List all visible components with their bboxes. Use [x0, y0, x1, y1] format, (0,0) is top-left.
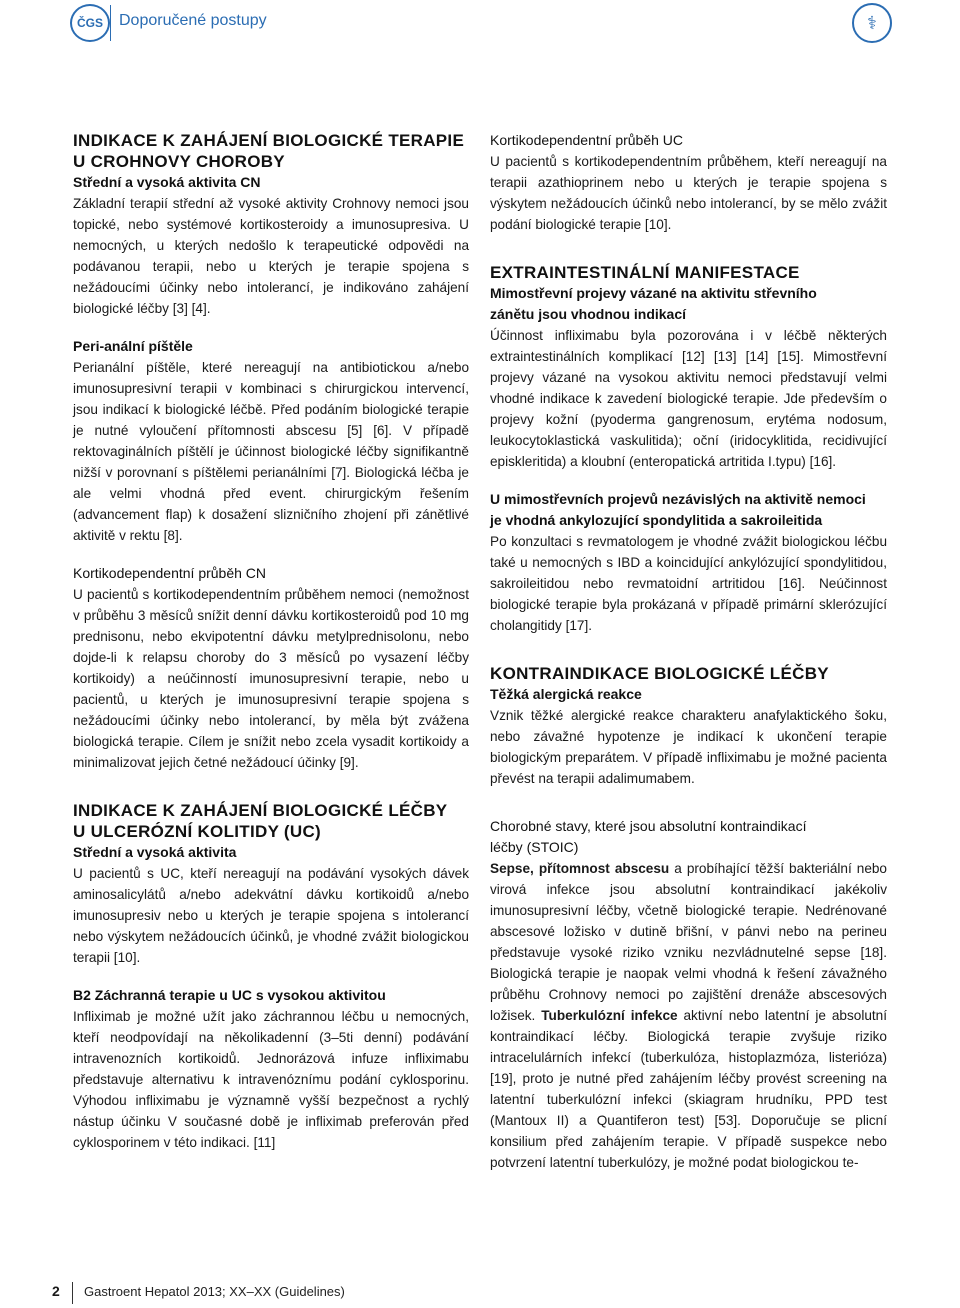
paragraph-rescue-therapy: Infliximab je možné užít jako záchrannou léčbu u nemocných, kteří neodpovídají na několikadenní (3–5ti denní) podávání intravenozních kortikoidů. Jednorázová infuze infliximabu představuje alternativu k intravenóznímu podání cyklosporinu. Výhodou infliximabu je významně vyšší bezpečnost a rychlý nástup účinku V současné době je infliximab preferován před cyklosporinem v této indikaci. [11]: [73, 1009, 469, 1150]
subheading-cortico-cn: Kortikodependentní průběh CN: [73, 565, 267, 581]
section-title-uc-2: U ULCERÓZNÍ KOLITIDY (UC): [73, 822, 322, 841]
cgs-logo: ČGS: [70, 4, 110, 42]
paragraph-extraintestinal: Účinnost infliximabu byla pozorována i v léčbě některých extraintestinálních komplikací [12] [13] [14] [15]. Mimostřevní projevy vázané na vysokou aktivitu nemoci představují velmi vhodné indikace k zavedení biologické terapie. Jde především o projevy kožní (pyoderma gangrenosum, erytéma nodosum, leukocytoklastická vaskulitida); oční (iridocyklitida, recidivující episkleritida) a kloubní (enteropatická artritida I.typu) [16].: [490, 328, 887, 469]
footer-divider: [72, 1282, 73, 1304]
section-title-cn-1: INDIKACE K ZAHÁJENÍ BIOLOGICKÉ TERAPIE: [73, 131, 465, 150]
subheading-cortico-uc: Kortikodependentní průběh UC: [490, 132, 684, 148]
text-sepsis: a probíhající těžší bakteriální nebo virová infekce jsou absolutní kontraindikací jakékoliv imunosupresivní léčby, včetně biologické terapie. Nedrénované abscesové ložisko v dutině břišní, v pánvi nebo na perineu představuje vysoké riziko vzniku nezvládnutelné sepse [18]. Biologická terapie je naopak velmi vhodná k řešení závažného průběhu Crohnovy nemoci po zajištění drenáže abscesových ložisek.: [490, 861, 887, 1023]
page-header: [0, 0, 960, 48]
paragraph-perianal: Perianální píštěle, které nereagují na antibiotickou a/nebo imunosupresivní terapii v kombinaci s chirurgickou intervencí, jsou indikací k biologické léčbě. Před podáním biologické terapie je nutné vyloučení přítomnosti abscesu [5] [6]. V případě rektovaginálních píštělí je účinnost biologické léčby signifikantně nižší v porovnaní s píštělemi perianálními [7]. Biologická léčba je ale velmi vhodná před event. chirurgickým řešením (advancement flap) k dosažení slizničního zhojení při zánětlivé aktivitě v rektu [8].: [73, 360, 469, 543]
subheading-uc-activity: Střední a vysoká aktivita: [73, 844, 237, 860]
paragraph-independent: Po konzultaci s revmatologem je vhodné zvážit biologickou léčbu také u nemocných s IBD a koincidující ankylózující spondylitidou, sakroileitidou nebo revmatoidní artritidou [16]. Neúčinnost biologické terapie byla prokázaná v případě primární sklerózující cholangitidy [17].: [490, 534, 887, 633]
section-title-contraindications: KONTRAINDIKACE BIOLOGICKÉ LÉČBY: [490, 664, 829, 683]
subheading-cn-activity: Střední a vysoká aktivita CN: [73, 174, 261, 190]
bold-sepsis: Sepse, přítomnost abscesu: [490, 861, 670, 876]
journal-citation: Gastroent Hepatol 2013; XX–XX (Guidelines): [84, 1284, 345, 1299]
subheading-independent-1: U mimostřevních projevů nezávislých na aktivitě nemoci: [490, 491, 866, 507]
subheading-allergic-reaction: Těžká alergická reakce: [490, 686, 642, 702]
subheading-extraintestinal-2: zánětu jsou vhodnou indikací: [490, 306, 687, 322]
subheading-perianal: Peri-anální píštěle: [73, 338, 193, 354]
bold-tuberculosis: Tuberkulózní infekce: [541, 1008, 678, 1023]
subheading-extraintestinal-1: Mimostřevní projevy vázané na aktivitu střevního: [490, 285, 817, 301]
paragraph-stoic: [490, 858, 887, 1173]
header-title: Doporučené postupy: [119, 12, 267, 29]
paragraph-allergic-reaction: Vznik těžké alergické reakce charakteru anafylaktického šoku, nebo závažné hypotenze je indikací k ukončení terapie biologickým preparátem. V případě infliximabu je možné pacienta převést na terapii adalimumabem.: [490, 708, 887, 786]
subheading-independent-2: je vhodná ankylozující spondylitida a sakroileitida: [490, 512, 823, 528]
left-column: [73, 130, 469, 1153]
paragraph-cortico-cn: U pacientů s kortikodependentním průběhem nemoci (nemožnost v průběhu 3 měsíců snížit denní dávku kortikosteroidů pod 10 mg prednisonu, nebo ekvipotentní dávku metylprednisolonu, nebo dojde-li k relapsu choroby do 3 měsíců po vysazení léčby kortikoidy) a neúčinností imunosupresivní terapie, nebo u pacientů, u kterých je imunosupresivní terapie spojena s nežádoucími účinky nebo intolerancí, by měla být zvážena biologická terapie. Cílem je snížit nebo zcela vysadit kortikoidy a minimalizovat jejich četné nežádoucí účinky [9].: [73, 587, 469, 770]
subheading-rescue-therapy: B2 Záchranná terapie u UC s vysokou aktivitou: [73, 987, 386, 1003]
section-title-extraintestinal: EXTRAINTESTINÁLNÍ MANIFESTACE: [490, 263, 800, 282]
section-title-uc-1: INDIKACE K ZAHÁJENÍ BIOLOGICKÉ LÉČBY: [73, 801, 448, 820]
subheading-stoic-1: Chorobné stavy, které jsou absolutní kontraindikací: [490, 818, 807, 834]
paragraph-cn-activity: Základní terapií střední až vysoké aktivity Crohnovy nemoci jsou topické, nebo systémové kortikosteroidy a imunosupresiva. U nemocných, u kterých nedošlo k terapeutické odpovědi na podávanou terapii, nebo u kterých je terapie spojena s nežádoucími účinky nebo intolerancí, je indikováno zahájení biologické léčby [3] [4].: [73, 196, 469, 316]
header-divider: [110, 5, 111, 41]
right-column: [490, 130, 887, 1173]
text-tuberculosis: aktivní nebo latentní je absolutní kontraindikací léčby. Biologická terapie zvyšuje riziko intracelulárních infekcí (tuberkulóza, histoplazmóza, listerióza) [19], proto je nutné před zahájením léčby provést screening na latentní tuberkulózní infekci (skiagram hrudníku, PPD test (Mantoux II) a Quantiferon test) [53]. Doporučuje se plicní konsilium před zahájením terapie. V případě suspekce nebo potvrzení latentní tuberkulózy, je možné podat biologickou te-: [490, 1008, 888, 1170]
paragraph-cortico-uc: U pacientů s kortikodependentním průběhem, kteří nereagují na terapii azathioprinem nebo u kterých je terapie spojena s výskytem nežádoucích účinků nebo intolerancí, by se mělo zvážit podání biologické terapie [10].: [490, 154, 887, 232]
section-title-cn-2: U CROHNOVY CHOROBY: [73, 152, 285, 171]
subheading-stoic-2: léčby (STOIC): [490, 839, 579, 855]
medical-society-logo-icon: ⚕: [852, 3, 892, 43]
paragraph-uc-activity: U pacientů s UC, kteří nereagují na podávání vysokých dávek aminosalicylátů a/nebo adekvátní dávku kortikoidů a/nebo imunosupresiv nebo u kterých je terapie spojena s intolerancí nebo výskytem nežádoucích účinků, je vhodné zvážit biologickou terapii [10].: [73, 866, 469, 965]
page-number: 2: [52, 1283, 60, 1299]
